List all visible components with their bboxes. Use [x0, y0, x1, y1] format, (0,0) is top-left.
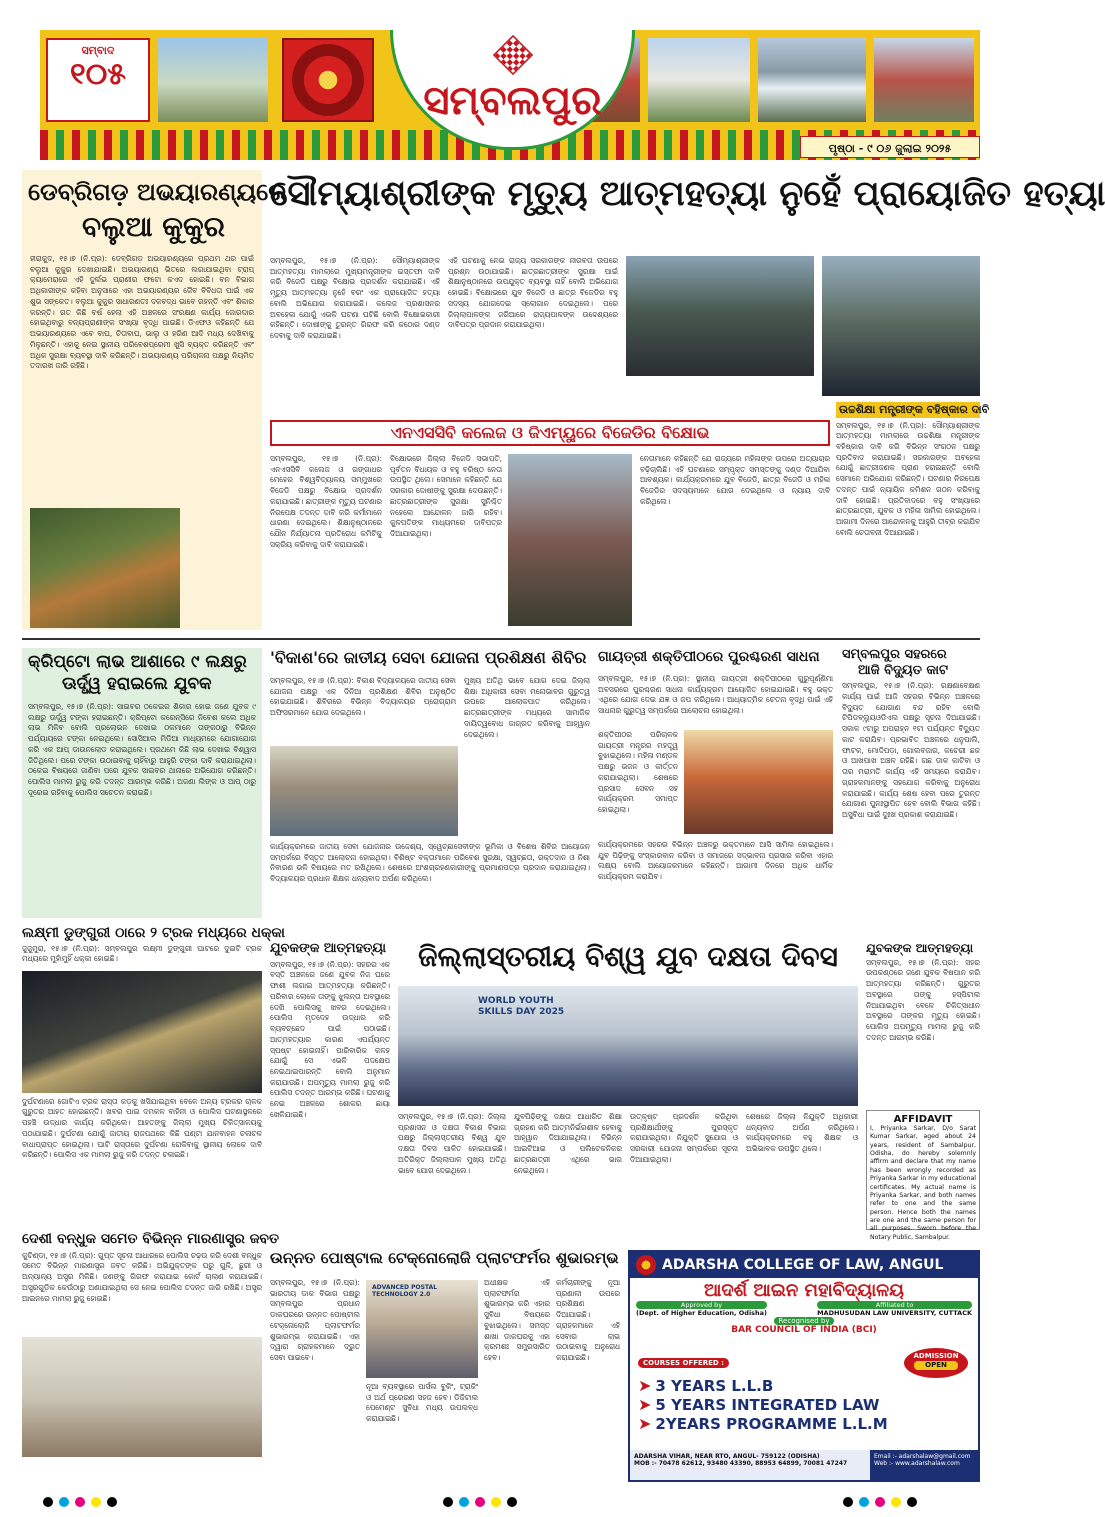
registration-dot — [859, 1497, 869, 1507]
gayatri-body-bottom: କାର୍ଯ୍ୟକ୍ରମରେ ସହରର ବିଭିନ୍ନ ଅଞ୍ଚଳରୁ ଭକ୍ତମାନେ ଆସି ସାମିଲ ହୋଇଥିଲେ। ଯୁବ ପିଢ଼ିଙ୍କୁ ସଂସ୍କାରବାନ କରିବା ଓ ସମାଜରେ ସଦ୍‌ଭାବନା ପ୍ରସାର କରିବା ଏହାର ଲକ୍ଷ୍ୟ ବୋଲି ଆୟୋଜକମାନେ କହିଛନ୍ତି। ଆଗାମୀ ଦିନରେ ଅଧିକ ଧାର୍ମିକ କାର୍ଯ୍ୟକ୍ରମ କରାଯିବ। — [598, 840, 833, 882]
youth-skills-banner: WORLD YOUTH SKILLS DAY 2025 — [478, 996, 565, 1017]
lead-body-col2: ଏହି ଘଟଣାକୁ ନେଇ ରାଜ୍ୟ ସରକାରଙ୍କ ନୀରବତା ଉପରେ ପ୍ରଶ୍ନ ଉଠାଯାଇଛି। ଛାତ୍ରଛାତ୍ରୀଙ୍କ ସୁରକ୍ଷା ପାଇଁ ଶିକ୍ଷାନୁଷ୍ଠାନରେ ଉପଯୁକ୍ତ ବ୍ୟବସ୍ଥା ନାହିଁ ବୋଲି ଅଭିଯୋଗ ହୋଇଛି। ବିକ୍ଷୋଭରେ ଯୁବ ବିଜେଡି ଓ ଛାତ୍ର ବିଜେଡିର ବହୁ ସଦସ୍ୟ ଯୋଗଦେଇ ସ୍ଲୋଗାନ ଦେଇଥିଲେ। ପରେ ଜିଲ୍ଲାପାଳଙ୍କ ଜରିଆରେ ରାଜ୍ୟପାଳଙ୍କ ଉଦ୍ଦେଶ୍ୟରେ ଦାବିପତ୍ର ପ୍ରଦାନ କରାଯାଇଥିଲା। — [448, 256, 618, 330]
ad-web: Web :- www.adarshalaw.com — [874, 1460, 960, 1467]
ad-course-label: 3 YEARS L.L.B — [655, 1376, 774, 1395]
power-headline-line2: ଆଜି ବିଦ୍ୟୁତ କାଟ — [858, 662, 949, 678]
crypto-headline-line2: ଊର୍ଦ୍ଧ୍ୱ ହରାଇଲେ ଯୁବକ — [62, 674, 212, 694]
wild-dog-photo — [30, 508, 180, 628]
anniversary-label: ସମ୍ବାଦ — [81, 44, 115, 57]
registration-marks-right — [840, 1492, 920, 1511]
ad-college-name: ADARSHA COLLEGE OF LAW, ANGUL — [662, 1257, 944, 1273]
arrow-icon: ➤ — [638, 1395, 652, 1414]
weapons-photo — [22, 1337, 262, 1457]
training-body-bottom: କାର୍ଯ୍ୟକ୍ରମରେ ଜାତୀୟ ସେବା ଯୋଜନାର ଉଦ୍ଦେଶ୍ୟ, ସ୍ୱେଚ୍ଛାସେବୀଙ୍କ ଭୂମିକା ଓ ବିଶେଷ ଶିବିର ଆୟୋଜନ ସମ୍ପର୍କରେ ବିସ୍ତୃତ ଆଲୋଚନା ହୋଇଥିଲା। ବିଶିଷ୍ଟ ବକ୍ତାମାନେ ପରିବେଶ ସୁରକ୍ଷା, ସ୍ୱଚ୍ଛତା, ରକ୍ତଦାନ ଓ ନିଶା ନିବାରଣ ଭଳି ବିଷୟରେ ମତ ରଖିଥିଲେ। ଶେଷରେ ଅଂଶଗ୍ରହଣକାରୀଙ୍କୁ ପ୍ରମାଣପତ୍ର ପ୍ରଦାନ କରାଯାଇଥିଲା। ବିଦ୍ୟାଳୟର ପ୍ରଧାନ ଶିକ୍ଷକ ଧନ୍ୟବାଦ ଅର୍ପଣ କରିଥିଲେ। — [270, 842, 590, 884]
truck-photo — [22, 971, 262, 1093]
masthead-photo-temple — [648, 38, 750, 122]
youth-skills-body-col2: ଯୁବପିଢ଼ିଙ୍କୁ ଦକ୍ଷତା ଆଧାରିତ ଶିକ୍ଷା ଗ୍ରହଣ କରି ଆତ୍ମନିର୍ଭରଶୀଳ ହେବାକୁ ଆହ୍ୱାନ ଦିଆଯାଇଥିଲା। ବିଭିନ୍ନ ଆଇଟିଆଇ ଓ ପଲିଟେକନିକର ଛାତ୍ରଛାତ୍ରୀ ଏଥିରେ ଭାଗ ନେଇଥିଲେ। — [514, 1112, 622, 1175]
training-headline: 'ବିକାଶ'ରେ ଜାତୀୟ ସେବା ଯୋଜନା ପ୍ରଶିକ୍ଷଣ ଶିବିର — [270, 648, 587, 667]
masthead-photo-dam — [758, 38, 866, 122]
ad-admission-status: OPEN — [914, 1361, 958, 1370]
ad-affiliated-to: MADHUSUDAN LAW UNIVERSITY, CUTTACK — [817, 1309, 972, 1317]
registration-dot — [491, 1497, 501, 1507]
ad-phones: MOB :- 70478 62612, 93480 43390, 88953 64899, 70081 47247 — [634, 1460, 848, 1467]
demand-body: ସମ୍ବଲପୁର, ୧୫।୭ (ନି.ପ୍ର): ସୌମ୍ୟାଶ୍ରୀଙ୍କ ଆତ୍ମହତ୍ୟା ମାମଲାରେ ଉଚ୍ଚଶିକ୍ଷା ମନ୍ତ୍ରୀଙ୍କ ବହିଷ୍କାର ଦାବି କରି ବିଭିନ୍ନ ସଂଗଠନ ପକ୍ଷରୁ ପ୍ରତିବାଦ କରାଯାଇଛି। ସରକାରଙ୍କ ଅବହେଳା ଯୋଗୁଁ ଛାତ୍ରୀଜଣକ ପ୍ରାଣ ହରାଇଛନ୍ତି ବୋଲି ସେମାନେ ଅଭିଯୋଗ କରିଛନ୍ତି। ଘଟଣାର ନିରପେକ୍ଷ ତଦନ୍ତ ପାଇଁ ନ୍ୟାୟିକ କମିଶନ ଗଠନ କରିବାକୁ ଦାବି ହୋଇଛି। ପ୍ରତିବାଦରେ ବହୁ ସଂଖ୍ୟାରେ ଛାତ୍ରଛାତ୍ରୀ, ଯୁବକ ଓ ମହିଳା ସାମିଲ ହୋଇଥିଲେ। ଆଗାମୀ ଦିନରେ ଆନ୍ଦୋଳନକୁ ଆହୁରି ତୀବ୍ର କରାଯିବ ବୋଲି ଚେତାବନୀ ଦିଆଯାଇଛି। — [836, 420, 980, 537]
gayatri-body-col2: ଶକ୍ତିପୀଠର ପରିଚାଳକ ଗାୟତ୍ରୀ ମନ୍ତ୍ରର ମହତ୍ତ୍ୱ ବୁଝାଇଥିଲେ। ମହିଳା ମଣ୍ଡଳ ପକ୍ଷରୁ ଭଜନ ଓ କୀର୍ତ୍ତନ କରାଯାଇଥିଲା। ଶେଷରେ ପ୍ରସାଦ ସେବନ ସହ କାର୍ଯ୍ୟକ୍ରମ ସମାପ୍ତ ହୋଇଥିଲା। — [598, 730, 678, 815]
deer-story-body: ହୀରାକୁଦ, ୧୫।୭ (ନି.ପ୍ର): ଡେବ୍ରିଗଡ଼ ଅଭୟାରଣ୍ୟରେ ପ୍ରଥମ ଥର ପାଇଁ ବଲୁଆ କୁକୁର ଦେଖାଯାଇଛି। ଅଭୟାରଣ୍ୟ ଭିତରେ ଲଗାଯାଇଥିବା ଟ୍ରାପ୍ କ୍ୟାମେରାରେ ଏହି ଦୁର୍ଲଭ ପ୍ରାଣୀର ଫଟୋ କଏଦ ହୋଇଛି। ବନ ବିଭାଗ ଅଧିକାରୀଙ୍କ କହିବା ଅନୁସାରେ ଏହା ଅଭୟାରଣ୍ୟର ଜୈବ ବିବିଧତା ପାଇଁ ଏକ ଶୁଭ ସଙ୍କେତ। ବଲୁଆ କୁକୁର ସାଧାରଣତଃ ଦଳବଦ୍ଧ ଭାବେ ରହନ୍ତି ଏବଂ ଶିକାର କରନ୍ତି। ଗତ କିଛି ବର୍ଷ ହେଲା ଏହି ଅଞ୍ଚଳରେ ସଂରକ୍ଷଣ କାର୍ଯ୍ୟ ଜୋରଦାର ହୋଇଥିବାରୁ ବନ୍ୟପ୍ରାଣୀଙ୍କ ସଂଖ୍ୟା ବୃଦ୍ଧି ପାଇଛି। ଡିଏଫଓ କହିଛନ୍ତି ଯେ ଅଭୟାରଣ୍ୟରେ ଏବେ ବାଘ, ଚିତାବାଘ, ଭାଲୁ ଓ ହରିଣ ଆଦି ମଧ୍ୟ ଦେଖିବାକୁ ମିଳୁଛନ୍ତି। ଏହାକୁ ନେଇ ସ୍ଥାନୀୟ ପରିବେଶପ୍ରେମୀ ଖୁସି ବ୍ୟକ୍ତ କରିଛନ୍ତି ଏବଂ ଅଧିକ ସୁରକ୍ଷା ବ୍ୟବସ୍ଥା ଦାବି କରିଛନ୍ତି। ଅଭୟାରଣ୍ୟ ପରିଚାଳନା ପକ୍ଷରୁ ନିୟମିତ ତଦାରଖ ଜାରି ରହିଛି। — [30, 254, 254, 371]
lead-story — [270, 170, 1105, 630]
registration-dot — [443, 1497, 453, 1507]
registration-dot — [75, 1497, 85, 1507]
registration-dot — [875, 1497, 885, 1507]
arrow-icon: ➤ — [638, 1376, 652, 1395]
ad-logo-icon — [636, 1255, 656, 1275]
ad-approval-row — [630, 1301, 978, 1317]
gayatri-story — [598, 648, 833, 938]
deer-story-title-line1: ଡେବ୍ରିଗଡ଼ ଅଭୟାରଣ୍ୟରେ — [28, 178, 287, 206]
truck-headline: ଲକ୍ଷ୍ମୀ ଡୁଙ୍ଗୁରୀ ଠାରେ ୨ ଟ୍ରକ ମଧ୍ୟରେ ଧକ୍କା — [22, 925, 285, 941]
ad-header-bar — [630, 1252, 978, 1278]
youth-skills-body-col3: ଉତ୍କୃଷ୍ଟ ପ୍ରଦର୍ଶନ କରିଥିବା ପ୍ରଶିକ୍ଷାର୍ଥୀଙ୍କୁ ପୁରସ୍କୃତ କରାଯାଇଥିଲା। ନିଯୁକ୍ତି ସୁଯୋଗ ଓ ସରକାରୀ ଯୋଜନା ସମ୍ପର୍କରେ ସୂଚନା ଦିଆଯାଇଥିଲା। — [630, 1112, 738, 1164]
truck-story — [22, 925, 285, 1226]
youth-skills-headline: ଜିଲ୍ଲାସ୍ତରୀୟ ବିଶ୍ୱ ଯୁବ ଦକ୍ଷତା ଦିବସ — [418, 940, 838, 973]
registration-dot — [507, 1497, 517, 1507]
youth-skills-body-col4: ଶେଷରେ ଜିଲ୍ଲା ନିଯୁକ୍ତି ଅଧିକାରୀ ଧନ୍ୟବାଦ ଅର୍ପଣ କରିଥିଲେ। କାର୍ଯ୍ୟକ୍ରମରେ ବହୁ ଶିକ୍ଷକ ଓ ଅଭିଭାବକ ଉପସ୍ଥିତ ଥିଲେ। — [746, 1112, 858, 1154]
masthead — [40, 30, 980, 160]
affidavit-body: I, Priyanka Sarkar, D/o Sarat Kumar Sarkar, aged about 24 years, resident of Sambalpur, Odisha, do hereby solemnly affirm and declare that my name has been wrongly recorded as Priyanka Sarkar in my educational certificates. My actual name is Priyanka Sarkar, and both names refer to one and the same person. Hence both the names are one and the same person for all purposes. Sworn before the Notary Public, Sambalpur. — [870, 1125, 977, 1241]
ad-college-name-odia: ଆଦର୍ଶ ଆଇନ ମହାବିଦ୍ୟାଳୟ — [703, 1280, 905, 1301]
power-headline-line1: ସମ୍ବଲପୁର ସହରରେ — [842, 647, 947, 662]
registration-dot — [107, 1497, 117, 1507]
ad-email: Email :- adarshalaw@gmail.com — [874, 1453, 971, 1460]
postal-body-col2: ନୂଆ ବ୍ୟବସ୍ଥାରେ ପାର୍ସଲ ବୁକିଂ, ଟ୍ରାକିଂ ଓ ଅର୍ଥ ପ୍ରେରଣ ସହଜ ହେବ। ଡିଜିଟାଲ ପେମେଣ୍ଟ ସୁବିଧା ମଧ୍ୟ ଉପଲବ୍ଧ କରାଯାଇଛି। — [366, 1382, 478, 1424]
training-photo — [270, 746, 458, 836]
ad-recognised-by: BAR COUNCIL OF INDIA (BCI) — [731, 1325, 877, 1335]
lead-headline: ସୌମ୍ୟାଶ୍ରୀଙ୍କ ମୃତ୍ୟୁ ଆତ୍ମହତ୍ୟା ନୁହେଁ ପ୍ରାୟୋଜିତ ହତ୍ୟା — [270, 174, 1105, 214]
suicide1-headline: ଯୁବକଙ୍କ ଆତ୍ମହତ୍ୟା — [270, 941, 386, 956]
admission-badge — [904, 1348, 968, 1378]
ad-course-item — [638, 1414, 974, 1433]
demand-headline: ଉଚ୍ଚଶିକ୍ଷା ମନ୍ତ୍ରୀଙ୍କ ବହିଷ୍କାର ଦାବି — [839, 403, 990, 416]
protest-photo — [508, 454, 632, 626]
gayatri-body-col1: ସମ୍ବଲପୁର, ୧୫।୭ (ନି.ପ୍ର): ସ୍ଥାନୀୟ ଗାୟତ୍ରୀ ଶକ୍ତିପୀଠରେ ଗୁରୁପୂର୍ଣ୍ଣିମା ଅବସରରେ ପୁରଶ୍ଚରଣ ସାଧନା କାର୍ଯ୍ୟକ୍ରମ ଆୟୋଜିତ ହୋଇଯାଇଛି। ବହୁ ଭକ୍ତ ଏଥିରେ ଯୋଗ ଦେଇ ଯଜ୍ଞ ଓ ଜପ କରିଥିଲେ। ଆଧ୍ୟାତ୍ମିକ ଚେତନା ବୃଦ୍ଧି ପାଇଁ ଏହି ସାଧନାର ଗୁରୁତ୍ୱ ସମ୍ପର୍କରେ ଆଲୋଚନା ହୋଇଥିଲା। — [598, 674, 833, 716]
law-college-ad — [628, 1250, 980, 1482]
suicide1-body: ସମ୍ବଲପୁର, ୧୫।୭ (ନି.ପ୍ର): ସହରର ଏକ ବସ୍ତି ଅଞ୍ଚଳରେ ଜଣେ ଯୁବକ ନିଜ ଘରେ ଫାଶୀ ଲଗାଇ ଆତ୍ମହତ୍ୟା କରିଛନ୍ତି। ପରିବାର ଲୋକେ ତାଙ୍କୁ ଝୁଲନ୍ତା ଅବସ୍ଥାରେ ଦେଖି ପୋଲିସକୁ ଖବର ଦେଇଥିଲେ। ପୋଲିସ ମୃତଦେହ ଉଦ୍ଧାର କରି ବ୍ୟବଚ୍ଛେଦ ପାଇଁ ପଠାଇଛି। ଆତ୍ମହତ୍ୟାର କାରଣ ଏପର୍ଯ୍ୟନ୍ତ ସ୍ପଷ୍ଟ ହୋଇନାହିଁ। ପାରିବାରିକ କଳହ ଯୋଗୁଁ ସେ ଏଭଳି ପଦକ୍ଷେପ ନେଇଥାଇପାରନ୍ତି ବୋଲି ଅନୁମାନ କରାଯାଉଛି। ଅପମୃତ୍ୟୁ ମାମଲା ରୁଜୁ କରି ପୋଲିସ ତଦନ୍ତ ଆରମ୍ଭ କରିଛି। ଘଟଣାକୁ ନେଇ ଅଞ୍ଚଳରେ ଶୋକର ଛାୟା ଖେଳିଯାଇଛି। — [270, 959, 390, 1119]
suicide2-body: ସମ୍ବଲପୁର, ୧୫।୭ (ନି.ପ୍ର): ସହର ଉପକଣ୍ଠରେ ଜଣେ ଯୁବକ ବିଷପାନ କରି ଆତ୍ମହତ୍ୟା କରିଛନ୍ତି। ଗୁରୁତର ଅବସ୍ଥାରେ ତାଙ୍କୁ ହସ୍ପିଟାଲ ନିଆଯାଇଥିବା ବେଳେ ଚିକିତ୍ସାଧୀନ ଅବସ୍ଥାରେ ତାଙ୍କର ମୃତ୍ୟୁ ହୋଇଛି। ପୋଲିସ ଅପମୃତ୍ୟୁ ମାମଲା ରୁଜୁ କରି ତଦନ୍ତ ଆରମ୍ଭ କରିଛି। — [866, 957, 980, 1042]
gayatri-photo — [684, 730, 833, 834]
divider-1 — [22, 638, 980, 640]
arrow-icon: ➤ — [638, 1414, 652, 1433]
postal-body-col1: ସମ୍ବଲପୁର, ୧୫।୭ (ନି.ପ୍ର): ଭାରତୀୟ ଡାକ ବିଭାଗ ପକ୍ଷରୁ ସମ୍ବଲପୁର ପ୍ରଧାନ ଡାକଘରରେ ଉନ୍ନତ ପୋଷ୍ଟାଲ ଟେକ୍ନୋଲୋଜି ପ୍ଲାଟଫର୍ମର ଶୁଭାରମ୍ଭ କରାଯାଇଛି। ଏହା ଦ୍ୱାରା ଗ୍ରାହକମାନେ ଦ୍ରୁତ ସେବା ପାଇବେ। — [270, 1278, 360, 1363]
postal-body-col3: ଅଧୀକ୍ଷକ ଏହି ପ୍ଲାଟଫର୍ମର ଶୁଭାରମ୍ଭ କରି ଏହାର ସୁବିଧା ବିଷୟରେ ବୁଝାଇଥିଲେ। ସମସ୍ତ ଶାଖା ଡାକଘରକୁ ଏହା କ୍ରମଶଃ ସମ୍ପ୍ରସାରିତ ହେବ। — [484, 1278, 550, 1363]
registration-dot — [475, 1497, 485, 1507]
power-story — [842, 648, 980, 938]
temple-emblem — [282, 38, 374, 122]
anniversary-number: ୧୦୫ — [69, 57, 127, 92]
demand-headline-bar — [836, 402, 990, 418]
training-story — [270, 648, 590, 938]
crypto-body: ସମ୍ବଲପୁର, ୧୫।୭ (ନି.ପ୍ର): ସାଇବର ଠକେଇର ଶିକାର ହୋଇ ଜଣେ ଯୁବକ ୯ ଲକ୍ଷରୁ ଊର୍ଦ୍ଧ୍ୱ ଟଙ୍କା ହରାଇଛନ୍ତି। କ୍ରିପ୍ଟୋ କରେନ୍ସିରେ ନିବେଶ କଲେ ଅଧିକ ଲାଭ ମିଳିବ ବୋଲି ପ୍ରଲୋଭନ ଦେଖାଇ ଠକମାନେ ତାଙ୍କଠାରୁ ବିଭିନ୍ନ ପର୍ଯ୍ୟାୟରେ ଟଙ୍କା ନେଇଥିଲେ। ସୋସିଆଲ ମିଡିଆ ମାଧ୍ୟମରେ ଯୋଗାଯୋଗ କରି ଏକ ଆପ୍ ଡାଉନଲୋଡ କରାଇଥିଲେ। ପ୍ରଥମେ କିଛି ଲାଭ ଦେଖାଇ ବିଶ୍ୱାସ ଜିତିଥିଲେ। ପରେ ଟଙ୍କା ଉଠାଇବାକୁ ଚାହିଁବାରୁ ଆହୁରି ଟଙ୍କା ଦାବି କରାଯାଇଥିଲା। ଠକେଇ ବିଷୟରେ ଜାଣିବା ପରେ ଯୁବକ ସାଇବର ଥାନାରେ ଅଭିଯୋଗ କରିଛନ୍ତି। ପୋଲିସ ମାମଲା ରୁଜୁ କରି ତଦନ୍ତ ଆରମ୍ଭ କରିଛି। ଅଜଣା ଲିଙ୍କ ଓ ଆପ୍ ଠାରୁ ଦୂରେଇ ରହିବାକୁ ପୋଲିସ ସଚେତନ କରାଇଛି। — [28, 702, 256, 797]
protest-body-col1: ସମ୍ବଲପୁର, ୧୫।୭ (ନି.ପ୍ର): ଏନଏସସିବି କଲେଜ ଓ ଗଙ୍ଗାଧର ମେହେର ବିଶ୍ୱବିଦ୍ୟାଳୟ ସମ୍ମୁଖରେ ବିଜେଡି ପକ୍ଷରୁ ବିକ୍ଷୋଭ ପ୍ରଦର୍ଶନ କରାଯାଇଛି। ଛାତ୍ରୀଙ୍କ ମୃତ୍ୟୁ ଘଟଣାର ନିରପେକ୍ଷ ତଦନ୍ତ ଦାବି କରି କର୍ମୀମାନେ ଧାରଣା ଦେଇଥିଲେ। ଶିକ୍ଷାନୁଷ୍ଠାନରେ ଯୌନ ନିର୍ଯ୍ୟାତନା ପ୍ରତିରୋଧ କମିଟିକୁ ସକ୍ରିୟ କରିବାକୁ ଦାବି କରାଯାଇଛି। — [270, 454, 382, 549]
suicide-story-1 — [270, 942, 390, 1242]
registration-dot — [43, 1497, 53, 1507]
gayatri-headline: ଗାୟତ୍ରୀ ଶକ୍ତିପୀଠରେ ପୁରଶ୍ଚରଣ ସାଧନା — [598, 649, 820, 665]
newspaper-title: ସମ୍ବଲପୁର — [423, 78, 602, 124]
registration-dot — [843, 1497, 853, 1507]
crypto-headline-line1: କ୍ରିପ୍ଟୋ ଲାଭ ଆଶାରେ ୯ ଲକ୍ଷରୁ — [28, 652, 247, 672]
lead-photo-1 — [626, 256, 814, 376]
ad-courses-label: COURSES OFFERED : — [638, 1358, 729, 1368]
postal-photo — [366, 1280, 478, 1378]
registration-dot — [907, 1497, 917, 1507]
lead-photo-2 — [822, 256, 980, 396]
ad-affiliated-label: Affiliated to — [817, 1301, 972, 1309]
youth-skills-story — [398, 942, 858, 1242]
registration-dot — [891, 1497, 901, 1507]
weapons-headline: ଦେଶୀ ବନ୍ଧୁକ ସମେତ ବିଭିନ୍ନ ମାରଣାସ୍ତ୍ର ଜବତ — [22, 1231, 279, 1247]
lead-body-col1: ସମ୍ବଲପୁର, ୧୫।୭ (ନି.ପ୍ର): ସୌମ୍ୟାଶ୍ରୀଙ୍କ ଆତ୍ମହତ୍ୟା ମାମଲାରେ ମୁଖ୍ୟମନ୍ତ୍ରୀଙ୍କ ଇସ୍ତଫା ଦାବି କରି ବିଜେଡି ପକ୍ଷରୁ ବିକ୍ଷୋଭ ପ୍ରଦର୍ଶନ କରାଯାଇଛି। ଏହି ମୃତ୍ୟୁ ଆତ୍ମହତ୍ୟା ନୁହେଁ ବରଂ ଏକ ପ୍ରାୟୋଜିତ ହତ୍ୟା ବୋଲି ଅଭିଯୋଗ କରାଯାଇଛି। କଲେଜ ପ୍ରଶାସନର ଅବହେଳା ଯୋଗୁଁ ଏଭଳି ଘଟଣା ଘଟିଛି ବୋଲି ବିକ୍ଷୋଭକାରୀ କହିଛନ୍ତି। ଦୋଷୀଙ୍କୁ ତୁରନ୍ତ ଗିରଫ କରି କଠୋର ଦଣ୍ଡ ଦେବାକୁ ଦାବି କରାଯାଇଛି। — [270, 256, 440, 341]
ad-admission-label: ADMISSION — [913, 1352, 959, 1360]
demand-box — [836, 402, 990, 626]
crypto-story — [22, 648, 262, 918]
power-body: ସମ୍ବଲପୁର, ୧୫।୭ (ନି.ପ୍ର): ରକ୍ଷଣାବେକ୍ଷଣ କାର୍ଯ୍ୟ ପାଇଁ ଆଜି ସହରର ବିଭିନ୍ନ ଅଞ୍ଚଳରେ ବିଦ୍ୟୁତ ଯୋଗାଣ ବନ୍ଦ ରହିବ ବୋଲି ଟିପିଡବ୍ଲ୍ୟୁଓଡିଏଲ ପକ୍ଷରୁ ସୂଚନା ଦିଆଯାଇଛି। ସକାଳ ୯ଟାରୁ ଅପରାହ୍ନ ୧ଟା ପର୍ଯ୍ୟନ୍ତ ବିଦ୍ୟୁତ କାଟ କରାଯିବ। ପ୍ରଭାବିତ ଅଞ୍ଚଳରେ ଧନୁପାଲି, ଫାଟକ, ମୋଦିପଡ଼ା, ଗୋଲବଜାର, କଚେରୀ ଛକ ଓ ଆଖପାଖ ଅଞ୍ଚଳ ରହିଛି। ଗଛ ଡାଳ କାଟିବା ଓ ତାର ମରାମତି କାର୍ଯ୍ୟ ଏହି ସମୟରେ କରାଯିବ। ଗ୍ରାହକମାନଙ୍କୁ ସହଯୋଗ କରିବାକୁ ଅନୁରୋଧ କରାଯାଇଛି। କାର୍ଯ୍ୟ ଶେଷ ହେବା ପରେ ତୁରନ୍ତ ଯୋଗାଣ ପୁନଃସ୍ଥାପିତ ହେବ ବୋଲି ବିଭାଗ କହିଛି। ଅସୁବିଧା ପାଇଁ ଦୁଃଖ ପ୍ରକାଶ କରାଯାଇଛି। — [842, 681, 980, 820]
weapons-story — [22, 1231, 279, 1482]
suicide2-headline: ଯୁବକଙ୍କ ଆତ୍ମହତ୍ୟା — [866, 941, 974, 955]
page-info-box — [800, 136, 980, 158]
postal-body-col4: କର୍ମଚାରୀଙ୍କୁ ନୂଆ ପ୍ରଣାଳୀ ଉପରେ ପ୍ରଶିକ୍ଷଣ ଦିଆଯାଇଛି। ଗ୍ରାହକମାନେ ଏହି ସେବାର ଲାଭ ଉଠାଇବାକୁ ଅନୁରୋଧ କରାଯାଇଛି। — [556, 1278, 620, 1363]
registration-marks-center — [440, 1492, 520, 1511]
protest-headline: ଏନଏସସିବି କଲେଜ ଓ ଜିଏମ୍‌ୟୁରେ ବିଜେଡିର ବିକ୍ଷୋଭ — [390, 423, 710, 442]
deer-story-title-line2: ବଲୁଆ କୁକୁର — [82, 210, 225, 243]
truck-body: ଦୁର୍ଘଟଣାରେ ଗୋଟିଏ ଟ୍ରକ ରାସ୍ତା କଡ଼କୁ ଖସିଯାଇଥିବା ବେଳେ ଅନ୍ୟ ଟ୍ରକର ଚାଳକ ଗୁରୁତର ଆହତ ହୋଇଛନ୍ତି। ଖବର ପାଇ ଦମକଳ ବାହିନୀ ଓ ପୋଲିସ ଘଟଣାସ୍ଥଳରେ ପହଞ୍ଚି ଉଦ୍ଧାର କାର୍ଯ୍ୟ କରିଥିଲେ। ଆହତଙ୍କୁ ଜିଲ୍ଲା ମୁଖ୍ୟ ଚିକିତ୍ସାଳୟକୁ ପଠାଯାଇଛି। ଦୁର୍ଘଟଣା ଯୋଗୁଁ ଜାତୀୟ ରାଜପଥରେ କିଛି ଘଣ୍ଟା ଯାନବାହନ ଚଳାଚଳ ବାଧାପ୍ରାପ୍ତ ହୋଇଥିଲା। ଘାଟି ରାସ୍ତାରେ ଦୁର୍ଘଟଣା ରୋକିବାକୁ ସ୍ଥାନୀୟ ଲୋକେ ଦାବି କରିଛନ୍ତି। ପୋଲିସ ଏକ ମାମଲା ରୁଜୁ କରି ତଦନ୍ତ ଚଳାଇଛି। — [22, 1096, 262, 1160]
registration-dot — [59, 1497, 69, 1507]
deer-story — [22, 170, 287, 630]
training-body-col1: ସମ୍ବଲପୁର, ୧୫।୭ (ନି.ପ୍ର): ବିକାଶ ବିଦ୍ୟାଳୟରେ ଜାତୀୟ ସେବା ଯୋଜନା ପକ୍ଷରୁ ଏକ ଦିନିଆ ପ୍ରଶିକ୍ଷଣ ଶିବିର ଅନୁଷ୍ଠିତ ହୋଇଯାଇଛି। ଶିବିରରେ ବିଭିନ୍ନ ବିଦ୍ୟାଳୟର ପ୍ରୋଗ୍ରାମ ଅଫିସରମାନେ ଯୋଗ ଦେଇଥିଲେ। — [270, 676, 456, 718]
ad-course-item — [638, 1395, 974, 1414]
anniversary-badge — [46, 38, 150, 122]
ad-recognised-label: Recognised by — [774, 1317, 833, 1325]
ad-course-list — [638, 1376, 974, 1433]
postal-headline: ଉନ୍ନତ ପୋଷ୍ଟାଲ ଟେକ୍ନୋଲୋଜି ପ୍ଲାଟଫର୍ମର ଶୁଭାରମ୍ଭ — [270, 1249, 619, 1267]
ad-address: ADARSHA VIHAR, NEAR RTO, ANGUL- 759122 (ODISHA) — [634, 1453, 820, 1460]
training-body-col2: ମୁଖ୍ୟ ଅତିଥି ଭାବେ ଯୋଗ ଦେଇ ଜିଲ୍ଲା ଶିକ୍ଷା ଅଧିକାରୀ ସେବା ମନୋଭାବର ଗୁରୁତ୍ୱ ଉପରେ ଆଲୋକପାତ କରିଥିଲେ। ଛାତ୍ରଛାତ୍ରୀଙ୍କ ମଧ୍ୟରେ ସାମାଜିକ ଦାୟିତ୍ୱବୋଧ ଜାଗ୍ରତ କରିବାକୁ ଆହ୍ୱାନ ଦେଇଥିଲେ। — [464, 676, 590, 739]
ad-course-label: 2YEARS PROGRAMME L.L.M — [655, 1414, 888, 1433]
suicide-story-2 — [866, 942, 980, 1102]
title-logo-icon — [492, 35, 532, 75]
ad-course-item — [638, 1376, 974, 1395]
affidavit-title: AFFIDAVIT — [893, 1114, 953, 1125]
ad-approved-by: (Dept. of Higher Education, Odisha) — [636, 1309, 768, 1317]
registration-dot — [91, 1497, 101, 1507]
affidavit-box — [866, 1110, 980, 1241]
protest-body-col2: ବିକ୍ଷୋଭରେ ଜିଲ୍ଲା ବିଜେଡି ସଭାପତି, ପୂର୍ବତନ ବିଧାୟକ ଓ ବହୁ ବରିଷ୍ଠ ନେତା ଉପସ୍ଥିତ ଥିଲେ। ସେମାନେ କହିଛନ୍ତି ଯେ ସରକାର ଦୋଷୀଙ୍କୁ ସୁରକ୍ଷା ଦେଉଛନ୍ତି। ଛାତ୍ରଛାତ୍ରୀଙ୍କ ସୁରକ୍ଷା ସୁନିଶ୍ଚିତ ନହେଲେ ଆନ୍ଦୋଳନ ଜାରି ରହିବ। କୁଳପତିଙ୍କ ମାଧ୍ୟମରେ ଦାବିପତ୍ର ଦିଆଯାଇଥିଲା। — [390, 454, 502, 539]
postal-story — [270, 1250, 620, 1482]
ad-course-label: 5 YEARS INTEGRATED LAW — [655, 1395, 880, 1414]
youth-skills-body-col1: ସମ୍ବଲପୁର, ୧୫।୭ (ନି.ପ୍ର): ଜିଲ୍ଲା ପ୍ରଶାସନ ଓ ଦକ୍ଷତା ବିକାଶ ବିଭାଗ ପକ୍ଷରୁ ଜିଲ୍ଲାସ୍ତରୀୟ ବିଶ୍ୱ ଯୁବ ଦକ୍ଷତା ଦିବସ ପାଳିତ ହୋଇଯାଇଛି। ଅତିରିକ୍ତ ଜିଲ୍ଲାପାଳ ମୁଖ୍ୟ ଅତିଥି ଭାବେ ଯୋଗ ଦେଇଥିଲେ। — [398, 1112, 506, 1175]
registration-dot — [459, 1497, 469, 1507]
ad-footer — [630, 1450, 978, 1480]
protest-body-col3: ନେତାମାନେ କହିଛନ୍ତି ଯେ ରାଜ୍ୟରେ ମହିଳାଙ୍କ ଉପରେ ଅତ୍ୟାଚାର ବଢ଼ିଚାଲିଛି। ଏହି ଘଟଣାରେ ସମ୍ପୃକ୍ତ ସମସ୍ତଙ୍କୁ ଦଣ୍ଡ ଦିଆଯିବା ଆବଶ୍ୟକ। କାର୍ଯ୍ୟକ୍ରମରେ ଯୁବ ବିଜେଡି, ଛାତ୍ର ବିଜେଡି ଓ ମହିଳା ବିଜେଡିର ସଦସ୍ୟମାନେ ଯୋଗ ଦେଇଥିଲେ ଓ ନ୍ୟାୟ ଦାବି କରିଥିଲେ। — [640, 454, 830, 506]
masthead-photo-university — [874, 38, 974, 122]
registration-marks-left — [40, 1492, 120, 1511]
postal-banner: ADVANCED POSTAL TECHNOLOGY 2.0 — [372, 1284, 438, 1298]
masthead-photo-gate — [158, 38, 268, 122]
protest-headline-bar — [270, 420, 830, 446]
truck-body-top: ଜୁଜୁମୁରା, ୧୫।୭ (ନି.ପ୍ର): ସମ୍ବଲପୁର ଲକ୍ଷ୍ମୀ ଡୁଙ୍ଗୁରୀ ଘାଟରେ ଦୁଇଟି ଟ୍ରକ ମଧ୍ୟରେ ମୁହାଁମୁହିଁ ଧକ୍କା ହୋଇଛି। — [22, 943, 262, 964]
page-info: ପୃଷ୍ଠା - ୯ ୦୬ ଜୁଲାଇ ୨୦୨୫ — [828, 142, 952, 155]
ad-approved-label: Approved by — [636, 1301, 767, 1309]
weapons-body: କୁଚିଣ୍ଡା, ୧୫।୭ (ନି.ପ୍ର): ଗୁପ୍ତ ସୂଚନା ଆଧାରରେ ପୋଲିସ ଚଢ଼ଉ କରି ଦେଶୀ ବନ୍ଧୁକ ସମେତ ବିଭିନ୍ନ ମାରଣାସ୍ତ୍ର ଜବତ କରିଛି। ଅଭିଯୁକ୍ତଙ୍କ ଘରୁ ଗୁଳି, ଛୁରୀ ଓ ଅନ୍ୟାନ୍ୟ ଅସ୍ତ୍ର ମିଳିଛି। ଜଣଙ୍କୁ ଗିରଫ କରାଯାଇ କୋର୍ଟ ଚାଲାଣ କରାଯାଇଛି। ଅସ୍ତ୍ରଗୁଡ଼ିକ କେଉଁଠାରୁ ଅଣାଯାଇଥିଲା ସେ ନେଇ ପୋଲିସ ତଦନ୍ତ ଜାରି ରଖିଛି। ଅସ୍ତ୍ର ଆଇନରେ ମାମଲା ରୁଜୁ ହୋଇଛି। — [22, 1250, 262, 1303]
youth-skills-photo — [398, 986, 858, 1106]
